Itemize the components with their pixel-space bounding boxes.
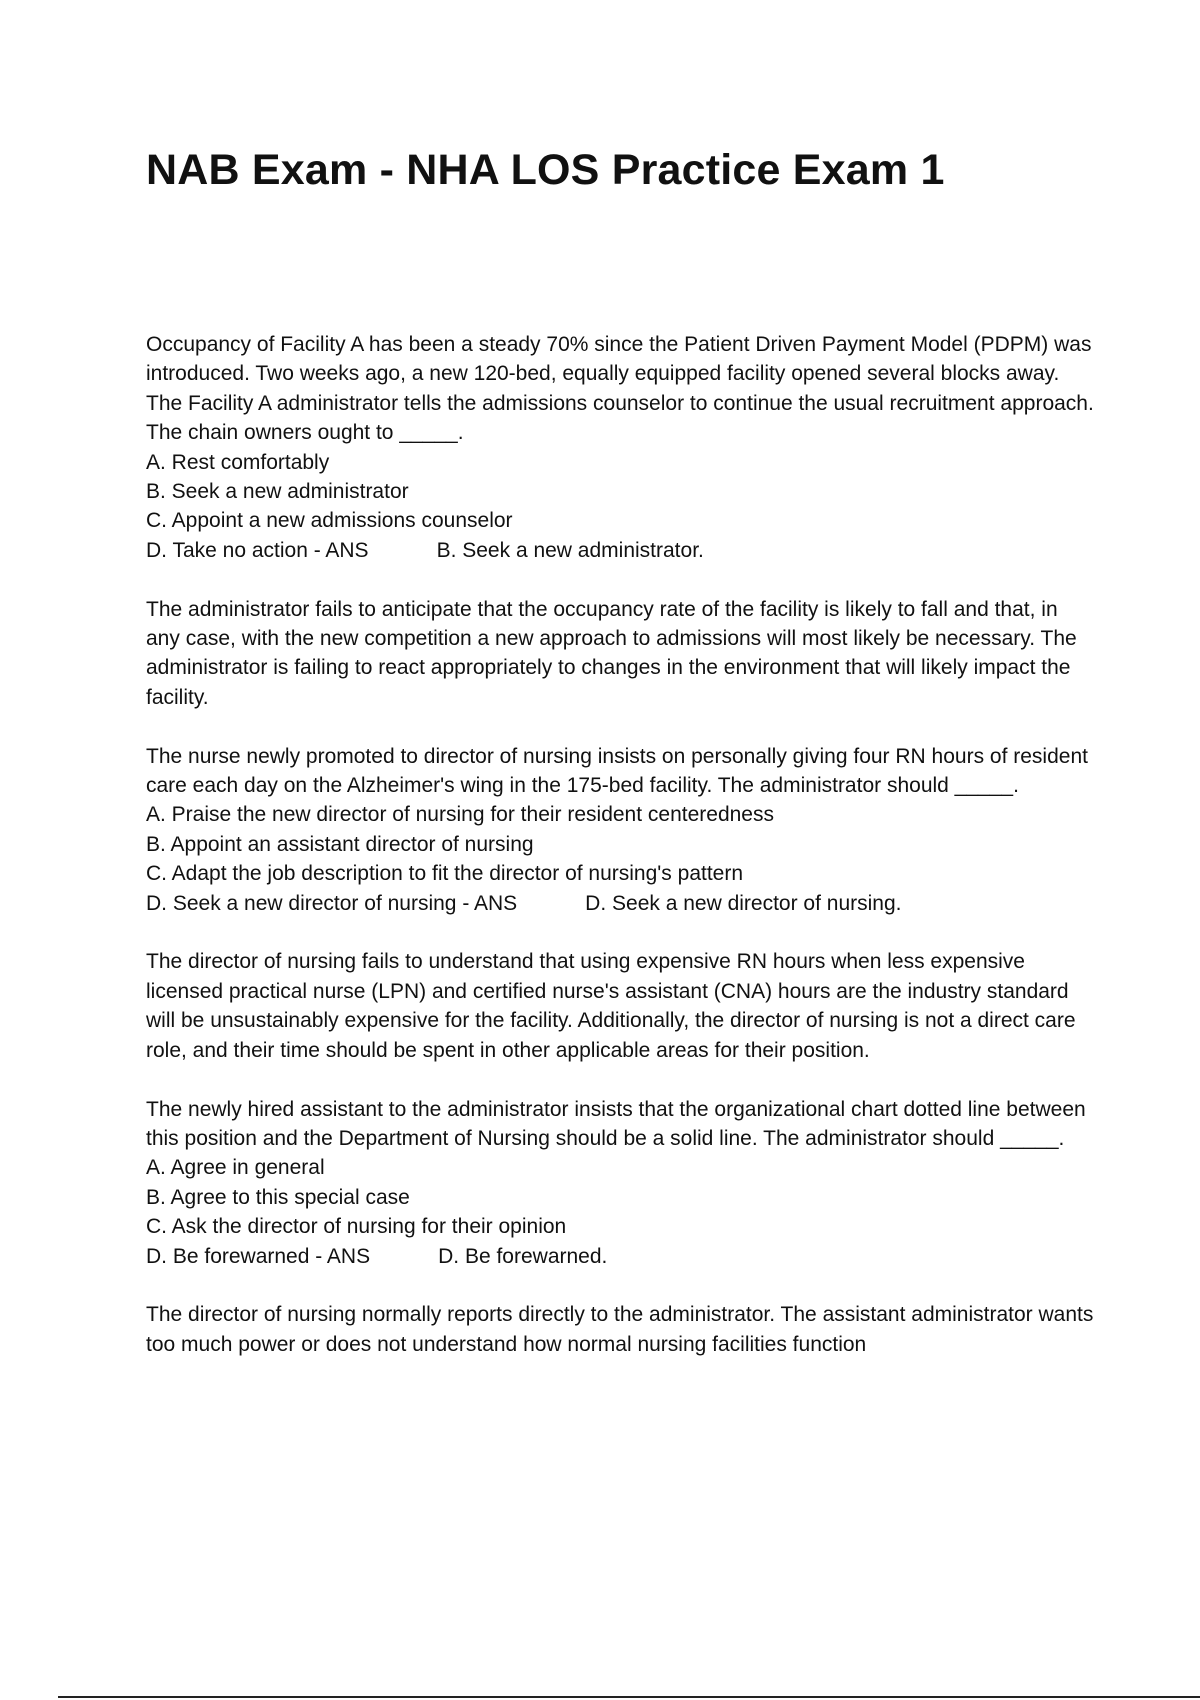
- option-d: D. Be forewarned - ANS: [146, 1244, 371, 1268]
- answer-options: [146, 800, 1096, 918]
- option-b: B. Appoint an assistant director of nursing: [146, 832, 534, 856]
- option-d: D. Take no action - ANS: [146, 538, 369, 562]
- option-a: A. Rest comfortably: [146, 450, 330, 474]
- option-c: C. Appoint a new admissions counselor: [146, 509, 513, 533]
- question-block-1: [146, 330, 1096, 712]
- question-text: Occupancy of Facility A has been a steady 70% since the Patient Driven Payment Model (PDPM) was introduced. Two weeks ago, a new 120-bed, equally equipped facility opened several blocks away. The Facility A administrator tells the admissions counselor to continue the usual recruitment approach. The chain owners ought to _____.: [146, 333, 1094, 445]
- answer-options: [146, 1153, 1096, 1271]
- option-a: A. Praise the new director of nursing for their resident centeredness: [146, 803, 774, 827]
- answer-options: [146, 448, 1096, 566]
- answer-explanation: The administrator fails to anticipate that the occupancy rate of the facility is likely to fall and that, in any case, with the new competition a new approach to admissions will most likely be necessary. The administrator is failing to react appropriately to changes in the environment that will likely impact the facility.: [146, 597, 1077, 709]
- option-b: B. Agree to this special case: [146, 1185, 410, 1209]
- option-d-with-answer: [146, 1242, 1096, 1271]
- correct-answer: B. Seek a new administrator.: [436, 538, 704, 562]
- option-c: C. Ask the director of nursing for their opinion: [146, 1215, 567, 1239]
- option-c: C. Adapt the job description to fit the director of nursing's pattern: [146, 862, 744, 886]
- document-body: [146, 330, 1096, 1389]
- answer-explanation: The director of nursing normally reports directly to the administrator. The assistant administrator wants too much power or does not understand how normal nursing facilities function: [146, 1303, 1094, 1356]
- footer-divider: [58, 1696, 1200, 1698]
- option-d: D. Seek a new director of nursing - ANS: [146, 891, 518, 915]
- question-text: The nurse newly promoted to director of nursing insists on personally giving four RN hours of resident care each day on the Alzheimer's wing in the 175-bed facility. The administrator should _____.: [146, 744, 1088, 798]
- answer-explanation: The director of nursing fails to understand that using expensive RN hours when less expensive licensed practical nurse (LPN) and certified nurse's assistant (CNA) hours are the industry standard will be unsustainably expensive for the facility. Additionally, the director of nursing is not a direct care role, and their time should be spent in other applicable areas for their position.: [146, 950, 1076, 1062]
- correct-answer: D. Be forewarned.: [438, 1244, 608, 1268]
- option-b: B. Seek a new administrator: [146, 480, 409, 504]
- option-a: A. Agree in general: [146, 1156, 325, 1180]
- page-title: NAB Exam - NHA LOS Practice Exam 1: [146, 146, 945, 194]
- option-d-with-answer: [146, 536, 1096, 565]
- question-block-3: [146, 1095, 1096, 1360]
- correct-answer: D. Seek a new director of nursing.: [585, 891, 902, 915]
- option-d-with-answer: [146, 889, 1096, 918]
- question-block-2: [146, 742, 1096, 1065]
- question-text: The newly hired assistant to the administrator insists that the organizational chart dotted line between this position and the Department of Nursing should be a solid line. The administrator should _____.: [146, 1097, 1086, 1150]
